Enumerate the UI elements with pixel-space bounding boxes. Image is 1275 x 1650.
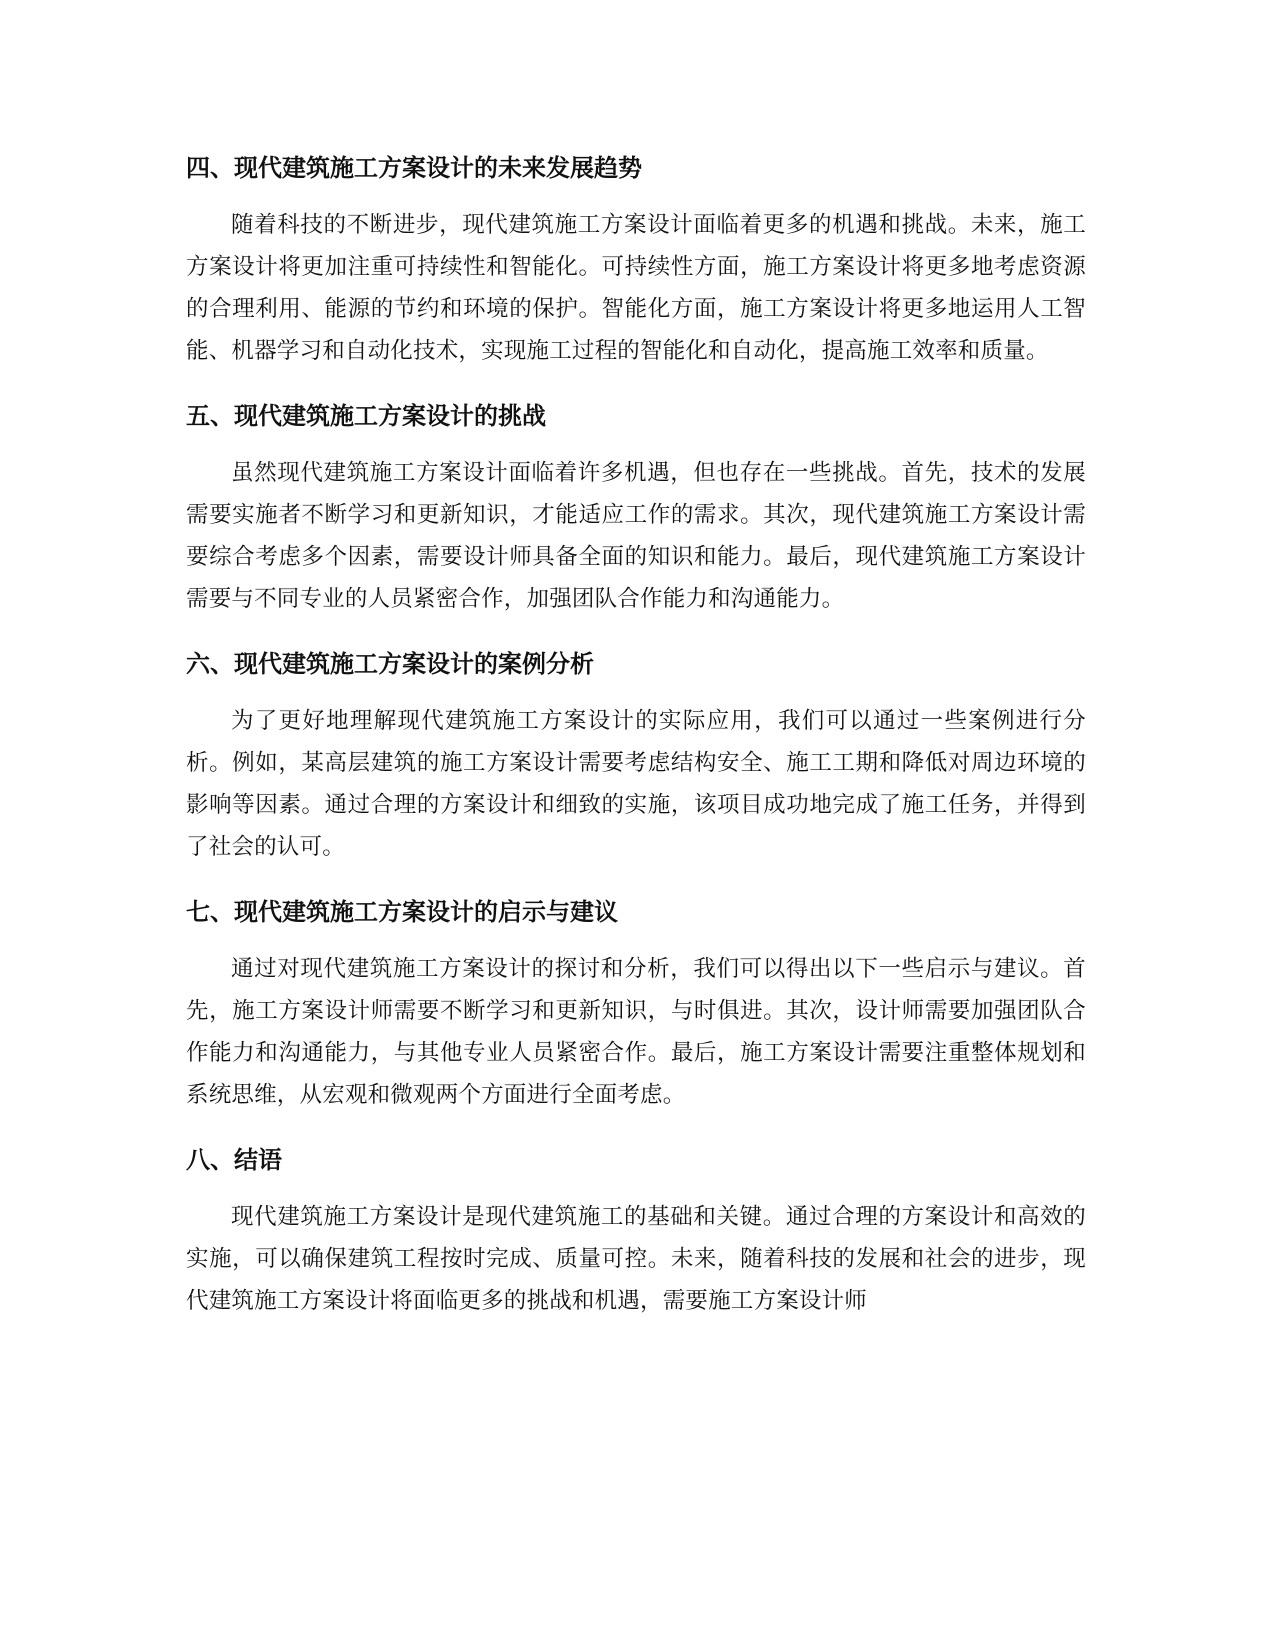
section-heading-insights: 七、现代建筑施工方案设计的启示与建议 (186, 898, 618, 926)
section-body-insights: 通过对现代建筑施工方案设计的探讨和分析，我们可以得出以下一些启示与建议。首先，施工方案设计师需要不断学习和更新知识，与时俱进。其次，设计师需要加强团队合作能力和沟通能力，与其他专业人员紧密合作。最后，施工方案设计需要注重整体规划和系统思维，从宏观和微观两个方面进行全面考虑。 (186, 956, 1086, 1108)
section-body-challenges: 虽然现代建筑施工方案设计面临着许多机遇，但也存在一些挑战。首先，技术的发展需要实施者不断学习和更新知识，才能适应工作的需求。其次，现代建筑施工方案设计需要综合考虑多个因素，需要设计师具备全面的知识和能力。最后，现代建筑施工方案设计需要与不同专业的人员紧密合作，加强团队合作能力和沟通能力。 (186, 460, 1086, 612)
section-body-case-analysis: 为了更好地理解现代建筑施工方案设计的实际应用，我们可以通过一些案例进行分析。例如，某高层建筑的施工方案设计需要考虑结构安全、施工工期和降低对周边环境的影响等因素。通过合理的方案设计和细致的实施，该项目成功地完成了施工任务，并得到了社会的认可。 (186, 708, 1086, 860)
section-body-future-trends: 随着科技的不断进步，现代建筑施工方案设计面临着更多的机遇和挑战。未来，施工方案设计将更加注重可持续性和智能化。可持续性方面，施工方案设计将更多地考虑资源的合理利用、能源的节约和环境的保护。智能化方面，施工方案设计将更多地运用人工智能、机器学习和自动化技术，实现施工过程的智能化和自动化，提高施工效率和质量。 (186, 212, 1086, 364)
section-heading-case-analysis: 六、现代建筑施工方案设计的案例分析 (186, 650, 594, 678)
section-heading-future-trends: 四、现代建筑施工方案设计的未来发展趋势 (186, 154, 642, 182)
section-body-conclusion: 现代建筑施工方案设计是现代建筑施工的基础和关键。通过合理的方案设计和高效的实施，可以确保建筑工程按时完成、质量可控。未来，随着科技的发展和社会的进步，现代建筑施工方案设计将面临更多的挑战和机遇，需要施工方案设计师 (186, 1204, 1086, 1314)
section-heading-challenges: 五、现代建筑施工方案设计的挑战 (186, 402, 546, 430)
section-heading-conclusion: 八、结语 (186, 1146, 282, 1174)
document-content (186, 152, 1086, 1350)
